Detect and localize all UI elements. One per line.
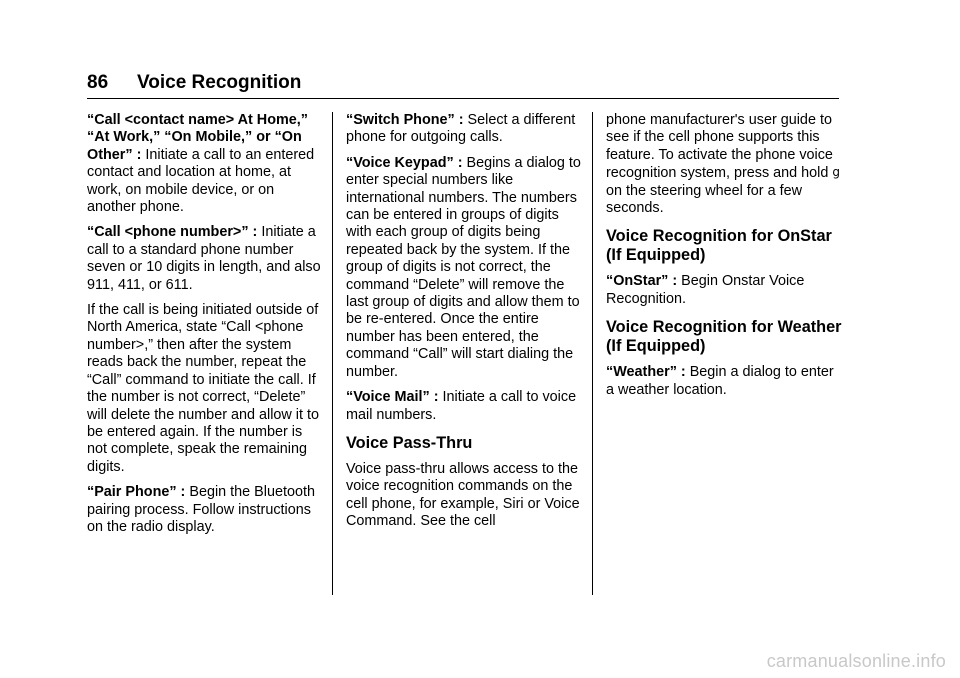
continued-text: phone manufacturer's user guide to see if the cell phone supports this feature. To activate the phone voice recognition system, press and hold — [606, 112, 833, 182]
command-description: Initiate a call to an entered contact and location at home, at work, on mobile device, or on another phone. — [87, 146, 315, 216]
continued-paragraph — [606, 112, 842, 217]
command-description: Begin a dialog to enter a weather location. — [606, 364, 834, 398]
header-divider — [87, 98, 839, 99]
command-term: “Weather” : — [606, 364, 686, 381]
section-title: Voice Recognition — [137, 72, 302, 93]
column-1 — [87, 112, 323, 544]
pair-phone-entry — [87, 484, 323, 536]
command-term: “Call <contact name> At Home,” “At Work,” “On Mobile,” or “On Other” : — [87, 112, 308, 163]
column-divider — [332, 112, 333, 595]
voice-keypad-entry — [346, 155, 582, 381]
onstar-heading: Voice Recognition for OnStar (If Equipped) — [606, 227, 832, 265]
page-number: 86 — [87, 72, 109, 93]
command-description: Begin the Bluetooth pairing process. Follow instructions on the radio display. — [87, 484, 315, 535]
command-description: Begin Onstar Voice Recognition. — [606, 273, 805, 307]
call-number-entry — [87, 224, 323, 294]
command-description: Initiate a call to voice mail numbers. — [346, 389, 577, 423]
command-description: Select a different phone for outgoing calls. — [346, 112, 576, 146]
voice-pass-thru-heading: Voice Pass-Thru — [346, 433, 473, 452]
voice-mail-entry — [346, 389, 582, 424]
command-term: “Call <phone number>” : — [87, 224, 258, 241]
command-term: “Voice Mail” : — [346, 389, 439, 406]
phone-voice-icon: g — [832, 165, 840, 180]
voice-pass-thru-paragraph: Voice pass-thru allows access to the voice recognition commands on the cell phone, for example, Siri or Voice Command. See the cell — [346, 460, 580, 530]
command-term: “Voice Keypad” : — [346, 154, 463, 171]
column-3 — [606, 112, 842, 407]
watermark: carmanualsonline.info — [766, 651, 946, 671]
command-term: “Switch Phone” : — [346, 112, 464, 128]
command-description: Begins a dialog to enter special numbers like international numbers. The numbers can be entered in groups of digits with each group of digits being repeated back by the system. If the group of digits is not correct, the command “Delete” will remove the last group of digits and allow them to be re-entered. Once the entire number has been entered, the command “Call” will start dialing the number. — [346, 154, 581, 380]
command-term: “OnStar” : — [606, 273, 678, 290]
weather-heading: Voice Recognition for Weather (If Equipped) — [606, 318, 842, 356]
weather-entry — [606, 364, 842, 399]
page-header — [87, 72, 839, 98]
onstar-entry — [606, 273, 842, 308]
column-2 — [346, 112, 582, 539]
command-description: Initiate a call to a standard phone number seven or 10 digits in length, and also 911, 411, or 611. — [87, 224, 321, 293]
command-term: “Pair Phone” : — [87, 484, 186, 501]
switch-phone-entry — [346, 112, 582, 147]
call-contact-entry — [87, 112, 323, 216]
column-divider — [592, 112, 593, 595]
outside-north-america-paragraph: If the call is being initiated outside of North America, state “Call <phone number>,” then after the system reads back the number, repeat the “Call” command to initiate the call. If the number is not correct, “Delete” will delete the number and allow it to be entered again. If the number is not complete, speak the remaining digits. — [87, 302, 319, 475]
continued-text-end: on the steering wheel for a few seconds. — [606, 182, 802, 217]
